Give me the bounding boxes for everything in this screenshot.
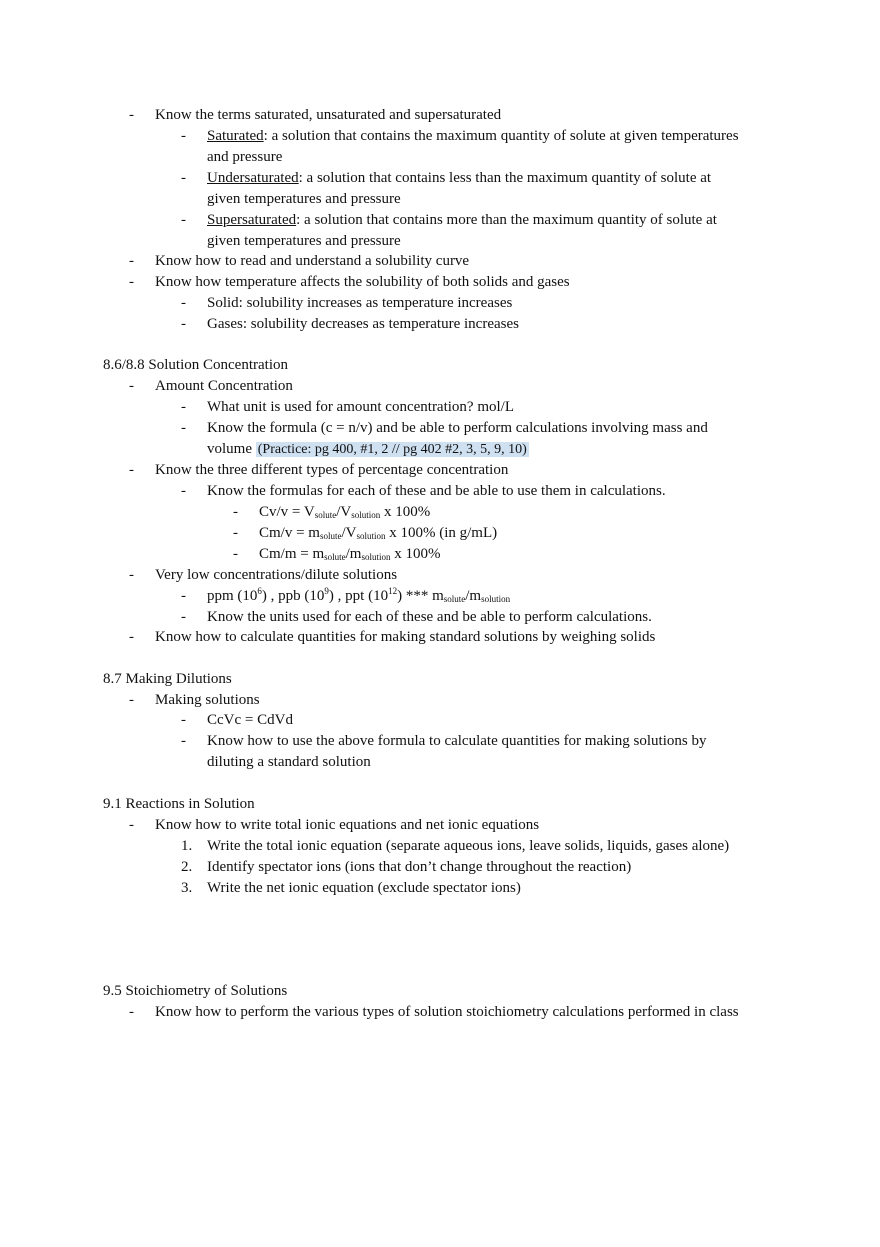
bullet-dash: - xyxy=(129,378,134,394)
bullet-use-formula-cont: diluting a standard solution xyxy=(207,754,371,770)
bullet-dash: - xyxy=(233,546,238,562)
heading-reactions-in-solution: 9.1 Reactions in Solution xyxy=(103,796,255,812)
step-text: Write the net ionic equation (exclude spectator ions) xyxy=(207,880,521,896)
bullet-ionic-equations: Know how to write total ionic equations and net ionic equations xyxy=(155,817,540,833)
saturated-definition-cont: and pressure xyxy=(207,149,283,165)
bullet-dash: - xyxy=(181,128,186,144)
bullet-dash: - xyxy=(181,483,186,499)
bullet-amount-concentration: Amount Concentration xyxy=(155,378,293,394)
bullet-dash: - xyxy=(181,170,186,186)
step-number: 2. xyxy=(181,859,193,875)
bullet-formula-cont: volume (Practice: pg 400, #1, 2 // pg 402 #2, 3, 5, 9, 10) xyxy=(207,441,527,457)
supersaturated-definition-cont: given temperatures and pressure xyxy=(207,233,401,249)
dilution-formula: CcVc = CdVd xyxy=(207,712,293,728)
supersaturated-term: Supersaturated xyxy=(207,212,297,228)
step-number: 3. xyxy=(181,880,193,896)
bullet-dash: - xyxy=(129,567,134,583)
bullet-percentage-types: Know the three different types of percentage concentration xyxy=(155,462,509,478)
bullet-dash: - xyxy=(129,817,134,833)
saturated-definition: Saturated: a solution that contains the maximum quantity of solute at given temperatures xyxy=(207,128,739,144)
bullet-dash: - xyxy=(181,712,186,728)
bullet-unit-question: What unit is used for amount concentration? mol/L xyxy=(207,399,515,415)
bullet-dash: - xyxy=(181,609,186,625)
heading-solution-concentration: 8.6/8.8 Solution Concentration xyxy=(103,357,288,373)
bullet-units-each: Know the units used for each of these and be able to perform calculations. xyxy=(207,609,652,625)
bullet-dash: - xyxy=(181,733,186,749)
formula-cmv: $Cm/v = m_{solute}/V_{solution}$ x 100% (in g/mL) xyxy=(259,525,498,541)
bullet-dash: - xyxy=(181,212,186,228)
bullet-dash: - xyxy=(129,274,134,290)
bullet-dash: - xyxy=(129,629,134,645)
bullet-making-solutions: Making solutions xyxy=(155,692,260,708)
bullet-dash: - xyxy=(129,107,134,123)
bullet-standard-solutions: Know how to calculate quantities for making standard solutions by weighing solids xyxy=(155,629,656,645)
bullet-dash: - xyxy=(181,399,186,415)
bullet-formula: Know the formula (c = n/v) and be able to perform calculations involving mass and xyxy=(207,420,708,436)
bullet-dash: - xyxy=(129,1004,134,1020)
formula-cmm: $Cm/m = m_{solute}/m_{solution}$ x 100% xyxy=(259,546,441,562)
bullet-formulas-each: Know the formulas for each of these and be able to use them in calculations. xyxy=(207,483,666,499)
bullet-dash: - xyxy=(129,253,134,269)
undersaturated-definition: Undersaturated: a solution that contains less than the maximum quantity of solute at xyxy=(207,170,712,186)
bullet-dash: - xyxy=(233,504,238,520)
bullet-dash: - xyxy=(181,295,186,311)
bullet-terms: Know the terms saturated, unsaturated and supersaturated xyxy=(155,107,502,123)
bullet-temperature: Know how temperature affects the solubility of both solids and gases xyxy=(155,274,570,290)
bullet-stoichiometry: Know how to perform the various types of solution stoichiometry calculations performed in class xyxy=(155,1004,739,1020)
heading-stoichiometry: 9.5 Stoichiometry of Solutions xyxy=(103,983,288,999)
bullet-very-low: Very low concentrations/dilute solutions xyxy=(155,567,398,583)
undersaturated-definition-cont: given temperatures and pressure xyxy=(207,191,401,207)
bullet-dash: - xyxy=(181,420,186,436)
step-text: Identify spectator ions (ions that don’t change throughout the reaction) xyxy=(207,859,632,875)
undersaturated-term: Undersaturated xyxy=(207,170,299,186)
supersaturated-definition: Supersaturated: a solution that contains more than the maximum quantity of solute at xyxy=(207,212,717,228)
bullet-dash: - xyxy=(129,462,134,478)
bullet-solubility-curve: Know how to read and understand a solubility curve xyxy=(155,253,470,269)
step-text: Write the total ionic equation (separate aqueous ions, leave solids, liquids, gases alone) xyxy=(207,838,730,854)
formula-cvv: $Cv/v = V_{solute}/V_{solution}$ x 100% xyxy=(259,504,431,520)
bullet-use-formula: Know how to use the above formula to calculate quantities for making solutions by xyxy=(207,733,707,749)
bullet-dash: - xyxy=(233,525,238,541)
practice-highlight: (Practice: pg 400, #1, 2 // pg 402 #2, 3, 5, 9, 10) xyxy=(257,442,527,457)
bullet-ppm-ppb-ppt: ppm $(10^6)$ , ppb $(10^9)$ , ppt $(10^{12})$ *** $m_{solute}/m_{solution}$ xyxy=(207,586,511,604)
step-number: 1. xyxy=(181,838,193,854)
bullet-gases: Gases: solubility decreases as temperature increases xyxy=(207,316,519,332)
bullet-dash: - xyxy=(129,692,134,708)
bullet-dash: - xyxy=(181,316,186,332)
heading-making-dilutions: 8.7 Making Dilutions xyxy=(103,671,232,687)
saturated-term: Saturated xyxy=(207,128,264,144)
bullet-dash: - xyxy=(181,588,186,604)
bullet-solid: Solid: solubility increases as temperature increases xyxy=(207,295,513,311)
